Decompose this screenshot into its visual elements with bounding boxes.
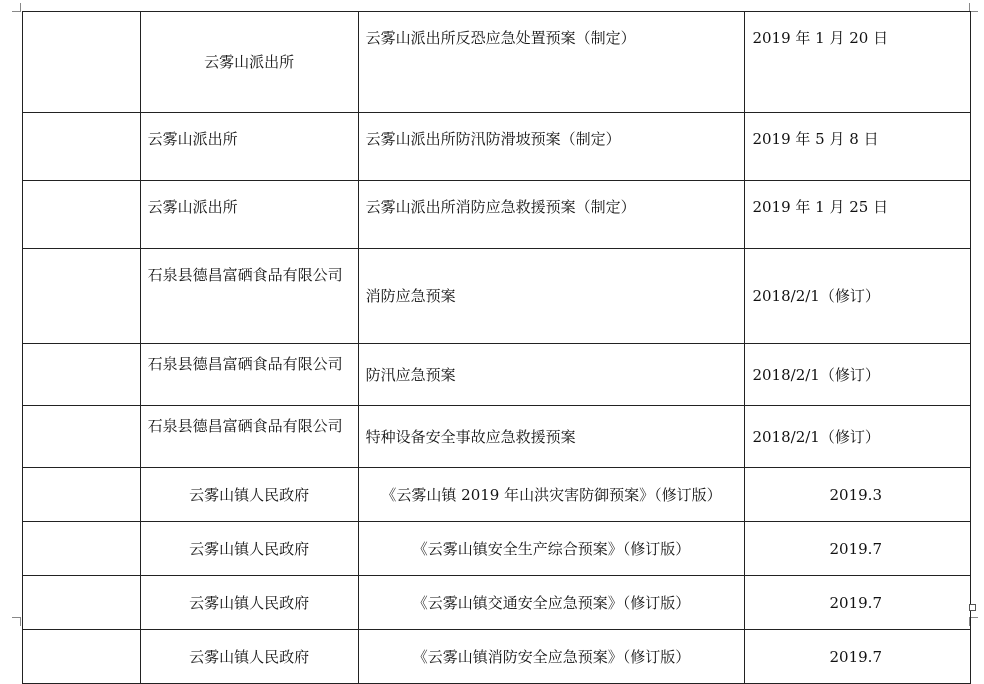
plan-cell[interactable]: 云雾山派出所反恐应急处置预案（制定） (358, 12, 745, 113)
table-row (23, 468, 971, 522)
table-cell-empty[interactable] (23, 249, 141, 344)
table-cell-empty[interactable] (23, 12, 141, 113)
unit-cell[interactable]: 云雾山派出所 (140, 12, 358, 113)
plan-cell[interactable]: 消防应急预案 (358, 249, 745, 344)
page-corner-mark (12, 617, 21, 626)
plan-cell[interactable]: 《云雾山镇安全生产综合预案》（修订版） (358, 522, 745, 576)
unit-cell[interactable]: 云雾山镇人民政府 (140, 630, 358, 684)
date-cell[interactable]: 2019.7 (745, 630, 971, 684)
unit-cell[interactable]: 云雾山镇人民政府 (140, 522, 358, 576)
table-cell-empty[interactable] (23, 576, 141, 630)
unit-cell[interactable] (140, 344, 358, 406)
table-row (23, 344, 971, 406)
table-resize-handle[interactable] (969, 604, 976, 611)
table-row (23, 522, 971, 576)
date-cell[interactable]: 2018/2/1（修订） (745, 344, 971, 406)
table-row (23, 576, 971, 630)
unit-text: 石泉县德昌富硒食品有限公司 (147, 266, 343, 284)
date-cell[interactable]: 2019.7 (745, 576, 971, 630)
plan-cell[interactable]: 《云雾山镇 2019 年山洪灾害防御预案》（修订版） (358, 468, 745, 522)
unit-cell[interactable]: 云雾山派出所 (140, 181, 358, 249)
table-cell-empty[interactable] (23, 344, 141, 406)
date-cell[interactable]: 2018/2/1（修订） (745, 249, 971, 344)
date-cell[interactable]: 2019 年 5 月 8 日 (745, 113, 971, 181)
date-cell[interactable]: 2019.3 (745, 468, 971, 522)
table-cell-empty[interactable] (23, 630, 141, 684)
table-row (23, 249, 971, 344)
date-cell[interactable]: 2018/2/1（修订） (745, 406, 971, 468)
unit-cell[interactable]: 云雾山派出所 (140, 113, 358, 181)
table-row (23, 113, 971, 181)
table-cell-empty[interactable] (23, 406, 141, 468)
plan-table (22, 11, 971, 684)
table-row (23, 406, 971, 468)
table-cell-empty[interactable] (23, 522, 141, 576)
plan-cell[interactable]: 《云雾山镇消防安全应急预案》（修订版） (358, 630, 745, 684)
table-row (23, 12, 971, 113)
unit-cell[interactable]: 云雾山镇人民政府 (140, 468, 358, 522)
unit-cell[interactable] (140, 406, 358, 468)
unit-cell[interactable]: 云雾山镇人民政府 (140, 576, 358, 630)
table-cell-empty[interactable] (23, 113, 141, 181)
table-cell-empty[interactable] (23, 181, 141, 249)
page-corner-mark (12, 3, 21, 12)
unit-text: 石泉县德昌富硒食品有限公司 (147, 417, 343, 435)
date-cell[interactable]: 2019.7 (745, 522, 971, 576)
unit-text: 石泉县德昌富硒食品有限公司 (147, 355, 343, 373)
date-cell[interactable]: 2019 年 1 月 25 日 (745, 181, 971, 249)
date-cell[interactable]: 2019 年 1 月 20 日 (745, 12, 971, 113)
plan-cell[interactable]: 特种设备安全事故应急救援预案 (358, 406, 745, 468)
table-row (23, 181, 971, 249)
table-cell-empty[interactable] (23, 468, 141, 522)
plan-cell[interactable]: 云雾山派出所防汛防滑坡预案（制定） (358, 113, 745, 181)
plan-cell[interactable]: 《云雾山镇交通安全应急预案》（修订版） (358, 576, 745, 630)
unit-cell[interactable] (140, 249, 358, 344)
plan-cell[interactable]: 防汛应急预案 (358, 344, 745, 406)
plan-cell[interactable]: 云雾山派出所消防应急救援预案（制定） (358, 181, 745, 249)
table-row (23, 630, 971, 684)
